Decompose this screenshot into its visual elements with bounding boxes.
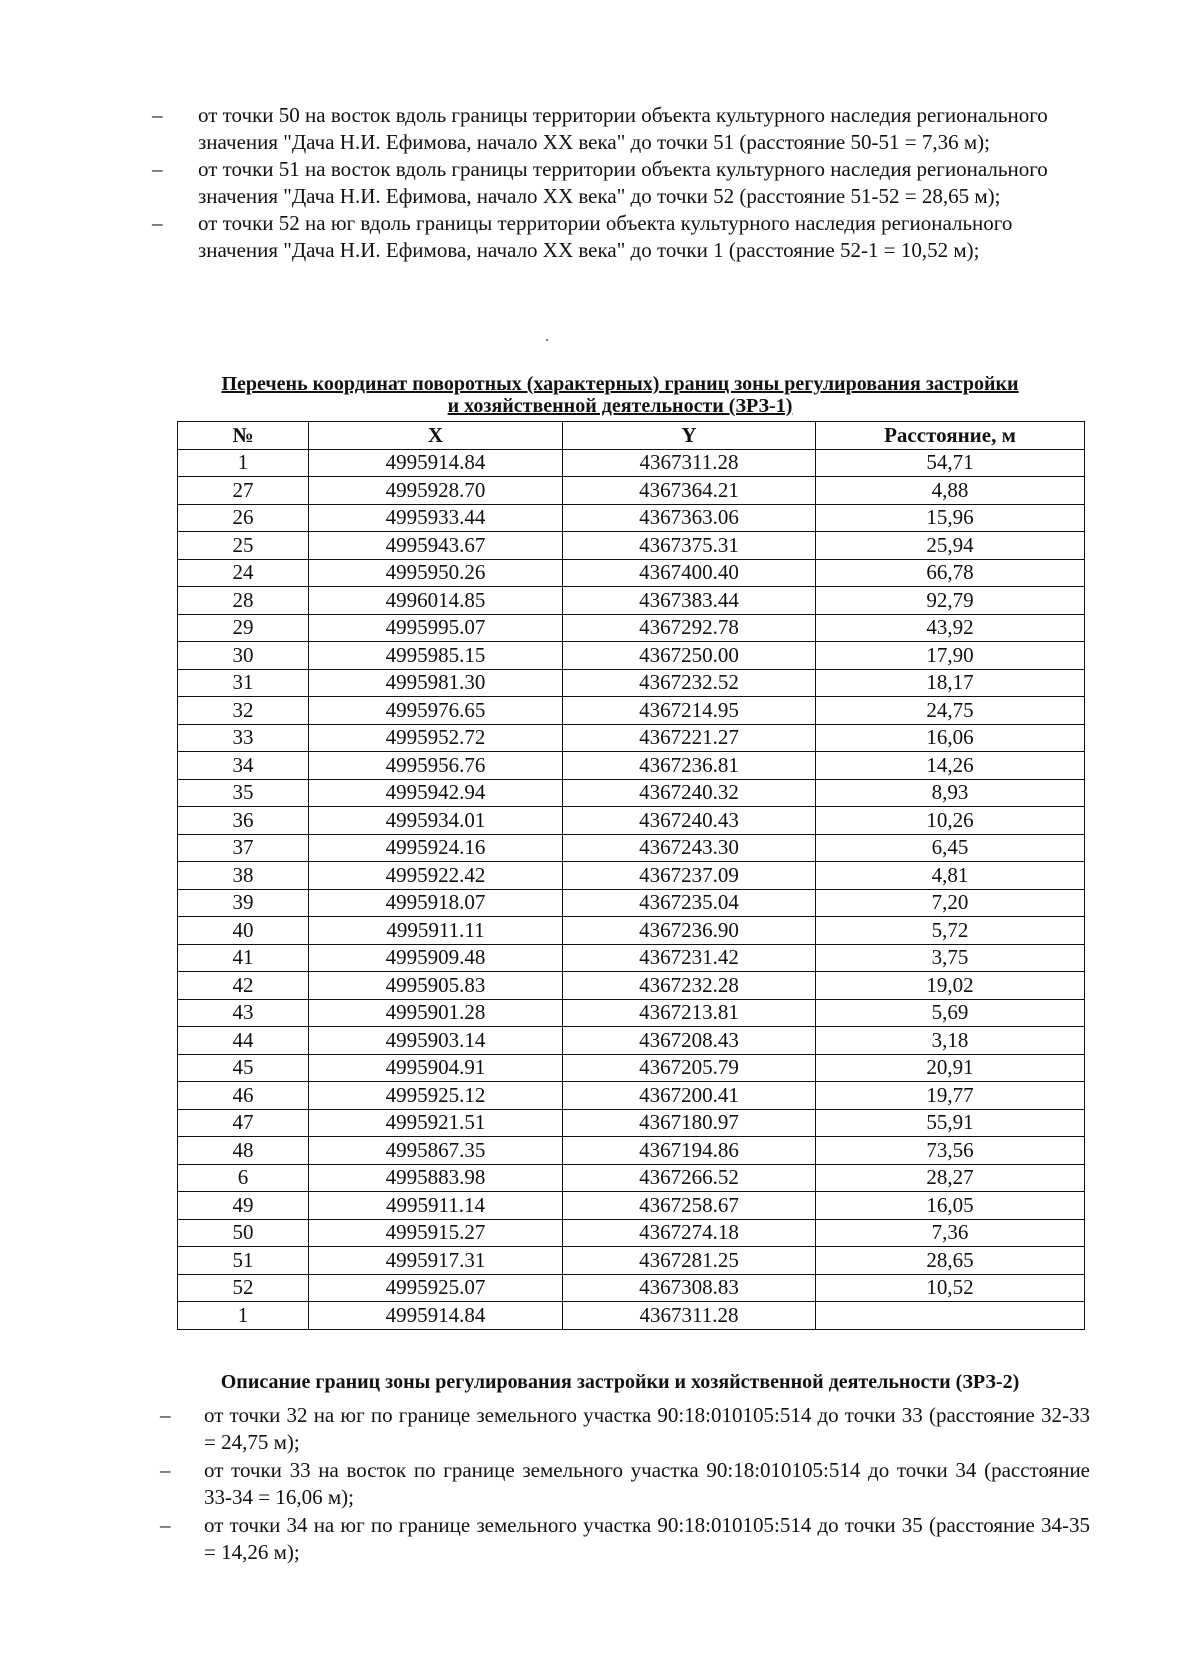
cell-y: 4367400.40 xyxy=(563,559,816,587)
cell-x: 4995903.14 xyxy=(309,1027,563,1055)
cell-distance: 14,26 xyxy=(816,752,1085,780)
cell-x: 4995867.35 xyxy=(309,1137,563,1165)
cell-y: 4367208.43 xyxy=(563,1027,816,1055)
list-item-text: от точки 34 на юг по границе земельного участка 90:18:010105:514 до точки 35 (расстояние 34-35 = 14,26 м); xyxy=(204,1513,1090,1564)
cell-y: 4367243.30 xyxy=(563,834,816,862)
cell-number: 6 xyxy=(178,1164,309,1192)
header-y: Y xyxy=(563,422,816,450)
cell-number: 42 xyxy=(178,972,309,1000)
cell-distance: 4,81 xyxy=(816,862,1085,890)
cell-y: 4367236.81 xyxy=(563,752,816,780)
cell-distance: 10,26 xyxy=(816,807,1085,835)
table-row xyxy=(178,1027,1085,1055)
table-row xyxy=(178,559,1085,587)
cell-x: 4995905.83 xyxy=(309,972,563,1000)
cell-y: 4367236.90 xyxy=(563,917,816,945)
list-item-text: от точки 52 на юг вдоль границы территории объекта культурного наследия регионального значения "Дача Н.И. Ефимова, начало XX века" до точки 1 (расстояние 52-1 = 10,52 м); xyxy=(198,211,1013,262)
scan-speck xyxy=(546,339,548,341)
cell-x: 4995914.84 xyxy=(309,1302,563,1330)
zrz2-list xyxy=(160,1402,1090,1567)
cell-number: 35 xyxy=(178,779,309,807)
list-item xyxy=(160,1457,1090,1510)
cell-y: 4367383.44 xyxy=(563,587,816,615)
table-row xyxy=(178,1192,1085,1220)
cell-x: 4995904.91 xyxy=(309,1054,563,1082)
table-row xyxy=(178,917,1085,945)
cell-x: 4995934.01 xyxy=(309,807,563,835)
cell-y: 4367232.28 xyxy=(563,972,816,1000)
table-row xyxy=(178,1109,1085,1137)
cell-x: 4995922.42 xyxy=(309,862,563,890)
cell-y: 4367292.78 xyxy=(563,614,816,642)
table-row xyxy=(178,477,1085,505)
table-row xyxy=(178,972,1085,1000)
table-row xyxy=(178,1164,1085,1192)
cell-x: 4995976.65 xyxy=(309,697,563,725)
cell-x: 4995925.12 xyxy=(309,1082,563,1110)
cell-number: 25 xyxy=(178,532,309,560)
table-title-line-1: Перечень координат поворотных (характерных) границ зоны регулирования застройки xyxy=(221,373,1019,395)
cell-distance: 3,18 xyxy=(816,1027,1085,1055)
table-row xyxy=(178,752,1085,780)
cell-number: 34 xyxy=(178,752,309,780)
cell-distance: 10,52 xyxy=(816,1274,1085,1302)
list-item xyxy=(160,1512,1090,1565)
cell-y: 4367311.28 xyxy=(563,449,816,477)
list-item-text: от точки 51 на восток вдоль границы территории объекта культурного наследия регионального значения "Дача Н.И. Ефимова, начало XX века" до точки 52 (расстояние 51-52 = 28,65 м); xyxy=(198,157,1048,208)
table-row xyxy=(178,449,1085,477)
cell-number: 41 xyxy=(178,944,309,972)
cell-x: 4995911.14 xyxy=(309,1192,563,1220)
cell-distance: 16,05 xyxy=(816,1192,1085,1220)
cell-number: 30 xyxy=(178,642,309,670)
list-item xyxy=(160,1402,1090,1455)
table-body xyxy=(178,449,1085,1329)
table-row xyxy=(178,862,1085,890)
table-header-row xyxy=(178,422,1085,450)
cell-x: 4995915.27 xyxy=(309,1219,563,1247)
cell-y: 4367221.27 xyxy=(563,724,816,752)
cell-y: 4367235.04 xyxy=(563,889,816,917)
cell-y: 4367266.52 xyxy=(563,1164,816,1192)
cell-y: 4367311.28 xyxy=(563,1302,816,1330)
table-row xyxy=(178,834,1085,862)
cell-x: 4995883.98 xyxy=(309,1164,563,1192)
list-item-text: от точки 32 на юг по границе земельного участка 90:18:010105:514 до точки 33 (расстояние 32-33 = 24,75 м); xyxy=(204,1403,1090,1454)
cell-number: 38 xyxy=(178,862,309,890)
cell-number: 27 xyxy=(178,477,309,505)
cell-distance: 43,92 xyxy=(816,614,1085,642)
table-row xyxy=(178,779,1085,807)
table-row xyxy=(178,504,1085,532)
cell-number: 37 xyxy=(178,834,309,862)
cell-distance xyxy=(816,1302,1085,1330)
cell-number: 24 xyxy=(178,559,309,587)
list-item-text: от точки 33 на восток по границе земельного участка 90:18:010105:514 до точки 34 (расстояние 33-34 = 16,06 м); xyxy=(204,1458,1090,1509)
cell-number: 26 xyxy=(178,504,309,532)
cell-number: 1 xyxy=(178,1302,309,1330)
cell-x: 4995921.51 xyxy=(309,1109,563,1137)
list-dash: – xyxy=(160,1458,171,1482)
cell-y: 4367213.81 xyxy=(563,999,816,1027)
header-x: X xyxy=(309,422,563,450)
table-row xyxy=(178,697,1085,725)
table-row xyxy=(178,642,1085,670)
table-row xyxy=(178,587,1085,615)
cell-distance: 55,91 xyxy=(816,1109,1085,1137)
cell-y: 4367214.95 xyxy=(563,697,816,725)
list-dash: – xyxy=(160,1403,171,1427)
cell-x: 4996014.85 xyxy=(309,587,563,615)
cell-distance: 28,65 xyxy=(816,1247,1085,1275)
cell-distance: 3,75 xyxy=(816,944,1085,972)
section-title: Описание границ зоны регулирования застройки и хозяйственной деятельности (ЗРЗ-2) xyxy=(220,1371,1020,1393)
intro-list xyxy=(152,102,1082,264)
cell-x: 4995914.84 xyxy=(309,449,563,477)
list-item-text: от точки 50 на восток вдоль границы территории объекта культурного наследия регионального значения "Дача Н.И. Ефимова, начало XX века" до точки 51 (расстояние 50-51 = 7,36 м); xyxy=(198,103,1048,154)
table-title xyxy=(150,373,1090,417)
cell-number: 40 xyxy=(178,917,309,945)
list-dash: – xyxy=(152,157,163,181)
cell-number: 33 xyxy=(178,724,309,752)
cell-distance: 7,20 xyxy=(816,889,1085,917)
cell-distance: 66,78 xyxy=(816,559,1085,587)
cell-number: 49 xyxy=(178,1192,309,1220)
list-item xyxy=(152,210,1082,263)
cell-distance: 7,36 xyxy=(816,1219,1085,1247)
header-number: № xyxy=(178,422,309,450)
cell-distance: 24,75 xyxy=(816,697,1085,725)
cell-y: 4367240.32 xyxy=(563,779,816,807)
cell-number: 43 xyxy=(178,999,309,1027)
list-dash: – xyxy=(160,1513,171,1537)
cell-y: 4367375.31 xyxy=(563,532,816,560)
cell-number: 39 xyxy=(178,889,309,917)
cell-number: 46 xyxy=(178,1082,309,1110)
cell-distance: 73,56 xyxy=(816,1137,1085,1165)
cell-x: 4995956.76 xyxy=(309,752,563,780)
cell-x: 4995924.16 xyxy=(309,834,563,862)
cell-y: 4367308.83 xyxy=(563,1274,816,1302)
list-dash: – xyxy=(152,211,163,235)
cell-x: 4995911.11 xyxy=(309,917,563,945)
cell-distance: 25,94 xyxy=(816,532,1085,560)
cell-number: 47 xyxy=(178,1109,309,1137)
table-row xyxy=(178,1247,1085,1275)
table-row xyxy=(178,807,1085,835)
cell-x: 4995952.72 xyxy=(309,724,563,752)
cell-number: 29 xyxy=(178,614,309,642)
cell-y: 4367258.67 xyxy=(563,1192,816,1220)
cell-y: 4367194.86 xyxy=(563,1137,816,1165)
cell-y: 4367240.43 xyxy=(563,807,816,835)
cell-number: 31 xyxy=(178,669,309,697)
cell-distance: 20,91 xyxy=(816,1054,1085,1082)
cell-distance: 19,02 xyxy=(816,972,1085,1000)
table-row xyxy=(178,1054,1085,1082)
cell-number: 52 xyxy=(178,1274,309,1302)
cell-number: 28 xyxy=(178,587,309,615)
cell-x: 4995950.26 xyxy=(309,559,563,587)
cell-y: 4367250.00 xyxy=(563,642,816,670)
cell-x: 4995917.31 xyxy=(309,1247,563,1275)
cell-y: 4367364.21 xyxy=(563,477,816,505)
cell-distance: 15,96 xyxy=(816,504,1085,532)
table-row xyxy=(178,944,1085,972)
table-row xyxy=(178,669,1085,697)
cell-y: 4367231.42 xyxy=(563,944,816,972)
cell-x: 4995918.07 xyxy=(309,889,563,917)
header-distance: Расстояние, м xyxy=(816,422,1085,450)
cell-number: 51 xyxy=(178,1247,309,1275)
cell-y: 4367274.18 xyxy=(563,1219,816,1247)
cell-y: 4367232.52 xyxy=(563,669,816,697)
cell-y: 4367200.41 xyxy=(563,1082,816,1110)
cell-distance: 4,88 xyxy=(816,477,1085,505)
cell-distance: 18,17 xyxy=(816,669,1085,697)
cell-distance: 6,45 xyxy=(816,834,1085,862)
cell-number: 50 xyxy=(178,1219,309,1247)
list-item xyxy=(152,156,1082,209)
cell-distance: 28,27 xyxy=(816,1164,1085,1192)
cell-number: 32 xyxy=(178,697,309,725)
table-row xyxy=(178,1274,1085,1302)
cell-x: 4995981.30 xyxy=(309,669,563,697)
cell-x: 4995925.07 xyxy=(309,1274,563,1302)
cell-number: 45 xyxy=(178,1054,309,1082)
cell-x: 4995928.70 xyxy=(309,477,563,505)
list-item xyxy=(152,102,1082,155)
table-row xyxy=(178,1219,1085,1247)
cell-number: 44 xyxy=(178,1027,309,1055)
cell-number: 1 xyxy=(178,449,309,477)
cell-x: 4995942.94 xyxy=(309,779,563,807)
cell-x: 4995943.67 xyxy=(309,532,563,560)
cell-distance: 8,93 xyxy=(816,779,1085,807)
cell-distance: 17,90 xyxy=(816,642,1085,670)
cell-distance: 5,69 xyxy=(816,999,1085,1027)
cell-x: 4995995.07 xyxy=(309,614,563,642)
cell-number: 48 xyxy=(178,1137,309,1165)
cell-y: 4367237.09 xyxy=(563,862,816,890)
table-row xyxy=(178,1082,1085,1110)
cell-distance: 54,71 xyxy=(816,449,1085,477)
cell-distance: 16,06 xyxy=(816,724,1085,752)
cell-x: 4995909.48 xyxy=(309,944,563,972)
cell-distance: 92,79 xyxy=(816,587,1085,615)
cell-distance: 19,77 xyxy=(816,1082,1085,1110)
cell-x: 4995985.15 xyxy=(309,642,563,670)
cell-x: 4995901.28 xyxy=(309,999,563,1027)
table-row xyxy=(178,999,1085,1027)
table-row xyxy=(178,532,1085,560)
table-row xyxy=(178,1137,1085,1165)
list-dash: – xyxy=(152,103,163,127)
cell-x: 4995933.44 xyxy=(309,504,563,532)
cell-y: 4367281.25 xyxy=(563,1247,816,1275)
table-row xyxy=(178,1302,1085,1330)
cell-y: 4367205.79 xyxy=(563,1054,816,1082)
table-row xyxy=(178,724,1085,752)
coordinates-table xyxy=(177,421,1085,1330)
table-row xyxy=(178,614,1085,642)
table-title-line-2: и хозяйственной деятельности (ЗРЗ-1) xyxy=(447,395,793,417)
cell-y: 4367363.06 xyxy=(563,504,816,532)
table-row xyxy=(178,889,1085,917)
cell-y: 4367180.97 xyxy=(563,1109,816,1137)
cell-distance: 5,72 xyxy=(816,917,1085,945)
cell-number: 36 xyxy=(178,807,309,835)
